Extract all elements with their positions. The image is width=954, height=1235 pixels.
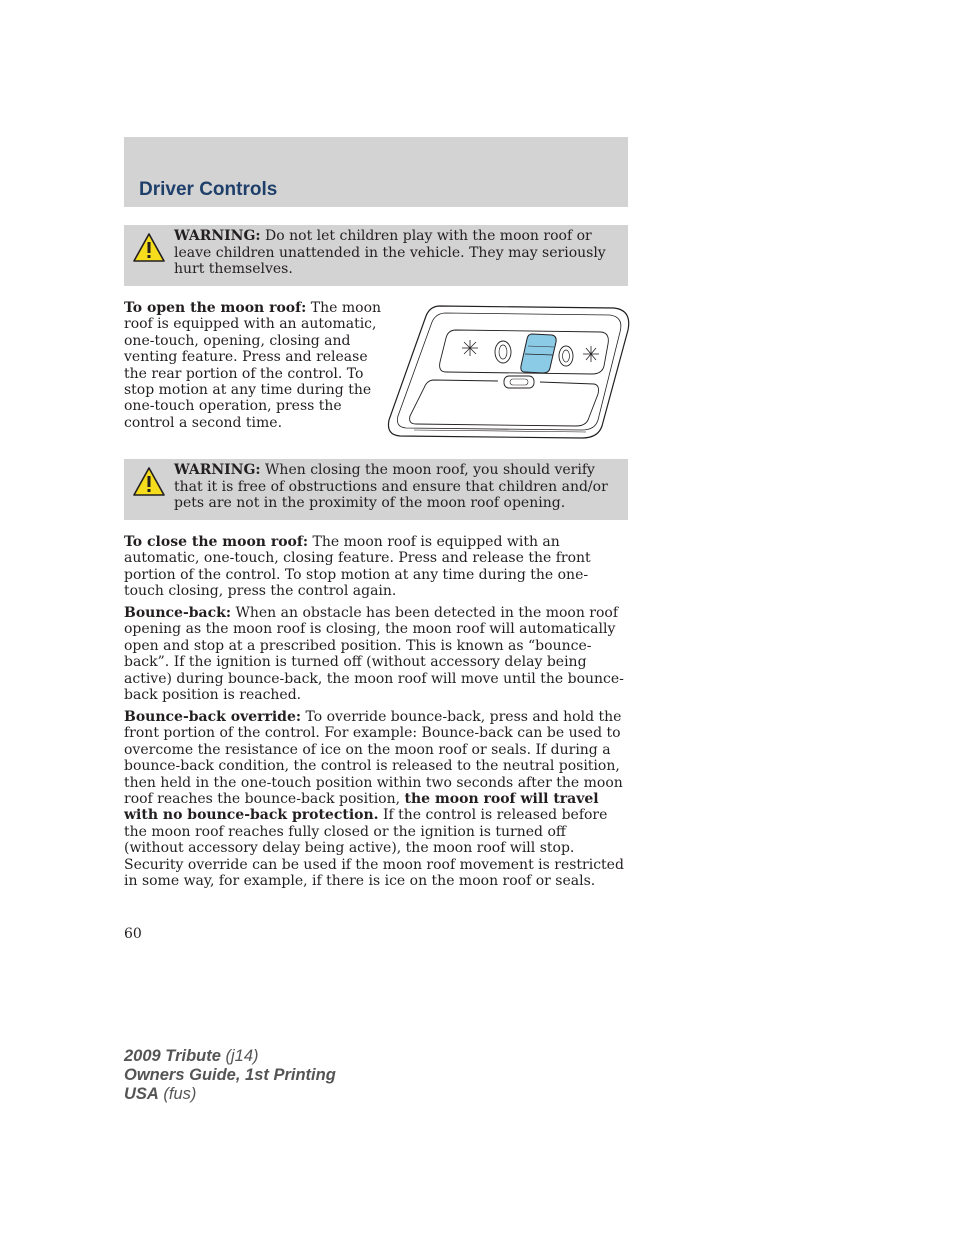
bounce-back-paragraph (124, 605, 628, 703)
page-number: 60 (124, 926, 142, 942)
override-bold-text: the moon roof will travel with no bounce-back protection. (124, 791, 599, 824)
footer-model-code: (j14) (220, 1047, 259, 1065)
footer-line-1 (124, 1047, 336, 1066)
warning-label: WARNING: (174, 462, 261, 478)
close-text: The moon roof is equipped with an automatic, one-touch, closing feature. Press and release the front portion of the control. To stop motion at any time during the one-touch closing, press the control again. (124, 534, 591, 600)
footer-market-code: (fus) (158, 1085, 197, 1103)
section-header-band (124, 137, 628, 207)
warning-label: WARNING: (174, 228, 261, 244)
warning-triangle-icon (132, 466, 166, 498)
open-heading: To open the moon roof: (124, 300, 307, 316)
document-footer (124, 1047, 336, 1104)
footer-model: 2009 Tribute (124, 1047, 221, 1065)
close-heading: To close the moon roof: (124, 534, 309, 550)
footer-line-2: Owners Guide, 1st Printing (124, 1066, 336, 1084)
close-moon-roof-paragraph (124, 534, 628, 600)
bounce-back-heading: Bounce-back: (124, 605, 232, 621)
warning-box-children (124, 225, 628, 286)
override-text-1: To override bounce-back, press and hold the front portion of the control. For example: Bounce-back can be used to overcome the resistance of ice on the moon roof or seals. If during a bounce-back condition, the control is released to the neutral position, then held in the one-touch position within two seconds after the moon roof reaches the bounce-back position, (124, 709, 623, 808)
bounce-back-text: When an obstacle has been detected in the moon roof opening as the moon roof is closing, the moon roof will automatically open and stop at a prescribed position. This is known as “bounce-back”. If the ignition is turned off (without accessory delay being active) during bounce-back, the moon roof will move until the bounce-back position is reached. (124, 605, 624, 704)
open-moon-roof-paragraph (124, 300, 382, 431)
footer-line-3 (124, 1085, 336, 1104)
warning-triangle-icon (132, 232, 166, 264)
overhead-console-illustration (386, 302, 632, 440)
section-title: Driver Controls (139, 179, 278, 200)
override-text-2: If the control is released before the moon roof reaches fully closed or the ignition is turned off (without accessory delay being active), the moon roof will stop. Security override can be used if the moon roof movement is restricted in some way, for example, if there is ice on the moon roof or seals. (124, 807, 624, 890)
warning-text: When closing the moon roof, you should verify that it is free of obstructions and ensure that children and/or pets are not in the proximity of the moon roof opening. (174, 462, 608, 511)
warning-text: Do not let children play with the moon roof or leave children unattended in the vehicle. They may seriously hurt themselves. (174, 228, 606, 277)
override-heading: Bounce-back override: (124, 709, 302, 725)
open-text: The moon roof is equipped with an automatic, one-touch, opening, closing and venting feature. Press and release the rear portion of the control. To stop motion at any time during the one-touch operation, press the control a second time. (124, 300, 382, 431)
warning-box-closing (124, 459, 628, 520)
bounce-back-override-paragraph (124, 709, 628, 889)
footer-market: USA (124, 1085, 159, 1103)
